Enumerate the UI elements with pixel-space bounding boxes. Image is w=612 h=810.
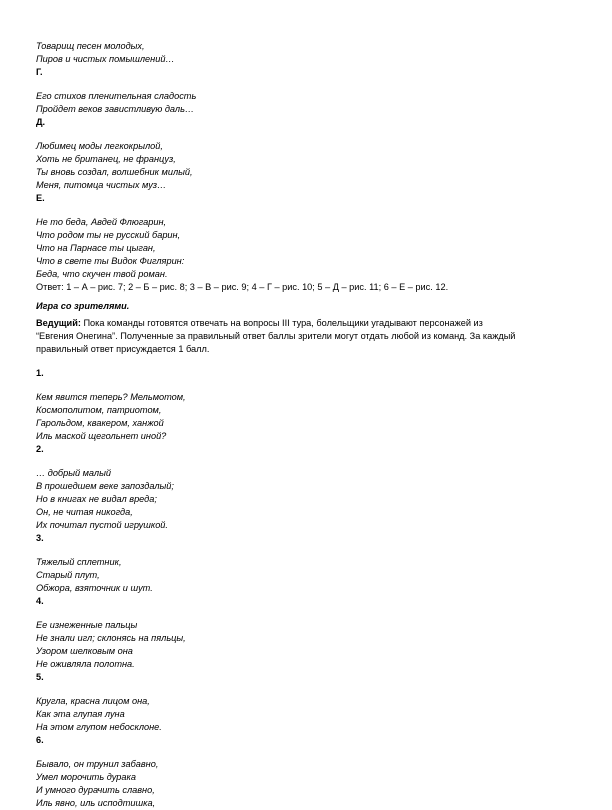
verse-line: Тяжелый сплетник, — [36, 557, 122, 567]
verse-line: Беда, что скучен твой роман. — [36, 269, 168, 279]
host-label: Ведущий: — [36, 318, 81, 328]
question-label: 2. — [36, 444, 44, 454]
verse-line: Пройдет веков завистливую даль… — [36, 104, 195, 114]
question-verse — [36, 758, 576, 810]
verse-line: Иль явно, иль исподтишка, — [36, 798, 156, 808]
verse-line: Ты вновь создал, волшебник милый, — [36, 167, 193, 177]
block-verse — [36, 90, 576, 116]
block-verse — [36, 140, 576, 192]
verse-line: Любимец моды легкокрылой, — [36, 141, 163, 151]
verse-line: Космополитом, патриотом, — [36, 405, 162, 415]
verse-line: … добрый малый — [36, 468, 111, 478]
verse-line: Пиров и чистых помышлений… — [36, 54, 175, 64]
verse-line: Что в свете ты Видок Фиглярин: — [36, 256, 185, 266]
question-label-1: 1. — [36, 368, 44, 378]
verse-line: Меня, питомца чистых муз… — [36, 180, 167, 190]
verse-line: Товарищ песен молодых, — [36, 41, 145, 51]
verse-line: Гарольдом, квакером, ханжой — [36, 418, 164, 428]
verse-line: Обжора, взяточник и шут. — [36, 583, 153, 593]
question-label: 6. — [36, 735, 44, 745]
question-verse — [36, 467, 576, 532]
verse-line: Но в книгах не видал вреда; — [36, 494, 157, 504]
verse-line: Ее изнеженные пальцы — [36, 620, 138, 630]
verse-line: Кем явится теперь? Мельмотом, — [36, 392, 186, 402]
question-verse — [36, 695, 576, 734]
host-paragraph — [36, 317, 576, 330]
host-text-3: правильный ответ присуждается 1 балл. — [36, 344, 210, 354]
verse-line: Как эта глупая луна — [36, 709, 125, 719]
verse-line: Не то беда, Авдей Флюгарин, — [36, 217, 167, 227]
question-verse — [36, 556, 576, 595]
question-verse — [36, 619, 576, 671]
verse-line: Их почитал пустой игрушкой. — [36, 520, 168, 530]
question-label: 3. — [36, 533, 44, 543]
block-label: Е. — [36, 193, 45, 203]
verse-line: Умел морочить дурака — [36, 772, 136, 782]
verse-line: Узором шелковым она — [36, 646, 133, 656]
verse-line: И умного дурачить славно, — [36, 785, 155, 795]
verse-line: Кругла, красна лицом она, — [36, 696, 150, 706]
verse-line: В прошедшем веке запоздалый; — [36, 481, 174, 491]
verse-line: Что родом ты не русский барин, — [36, 230, 181, 240]
question-verse — [36, 391, 576, 443]
question-label: 5. — [36, 672, 44, 682]
block-label: Г. — [36, 67, 43, 77]
verse-line: Иль маской щегольнет иной? — [36, 431, 167, 441]
document-page — [36, 40, 576, 810]
verse-line: Что на Парнасе ты цыган, — [36, 243, 156, 253]
verse-line: Хоть не британец, не француз, — [36, 154, 176, 164]
verse-line: Его стихов пленительная сладость — [36, 91, 197, 101]
verse-line: Не знали игл; склонясь на пяльцы, — [36, 633, 186, 643]
game-heading: Игра со зрителями. — [36, 301, 130, 311]
verse-line: Бывало, он трунил забавно, — [36, 759, 159, 769]
verse-blocks — [36, 40, 576, 281]
verse-line: Он, не читая никогда, — [36, 507, 133, 517]
block-verse — [36, 216, 576, 281]
block-label: Д. — [36, 117, 46, 127]
host-text-2: “Евгения Онегина”. Полученные за правильный ответ баллы зрители могут отдать любой из команд. За каждый — [36, 331, 516, 341]
verse-line: Старый плут, — [36, 570, 100, 580]
question-verses — [36, 391, 576, 810]
verse-line: Не оживляла полотна. — [36, 659, 135, 669]
answer-line: Ответ: 1 – А – рис. 7; 2 – Б – рис. 8; 3 – В – рис. 9; 4 – Г – рис. 10; 5 – Д – рис. 11; 6 – Е – рис. 12. — [36, 282, 449, 292]
question-label: 4. — [36, 596, 44, 606]
verse-line: На этом глупом небосклоне. — [36, 722, 162, 732]
block-verse — [36, 40, 576, 66]
host-text-1: Пока команды готовятся отвечать на вопросы III тура, болельщики угадывают персонажей из — [80, 318, 483, 328]
